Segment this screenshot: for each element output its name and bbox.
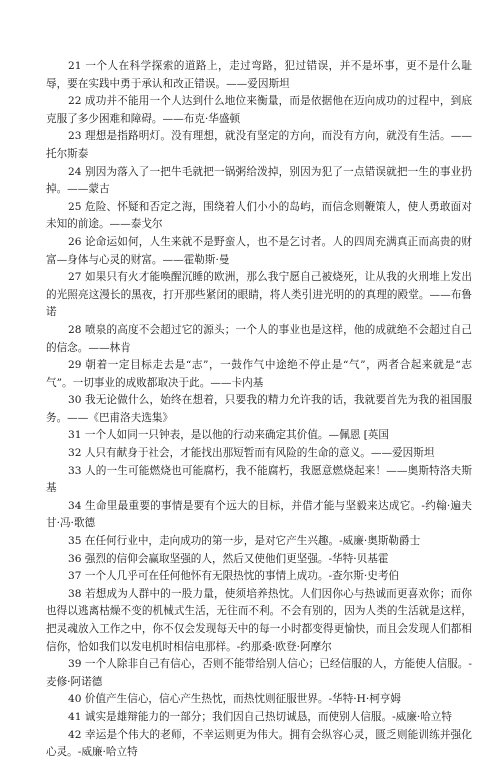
quote-item: 41 诚实是雄辩能力的一部分；我们因自己热切诚恳，而使别人信服。-威廉·哈立特 [68, 710, 452, 723]
quote-item: 24 别因为落入了一把牛毛就把一锅粥给泼掉，别因为犯了一点错误就把一生的事业扔掉。——蒙古 [46, 165, 472, 196]
quote-item: 26 论命运如何，人生来就不是野蛮人，也不是乞讨者。人的四周充满真正而高贵的财富—身体与心灵的财富。——霍勒斯·曼 [46, 235, 472, 266]
quote-item: 32 人只有献身于社会，才能找出那短暂而有风险的生命的意义。——爱因斯坦 [68, 447, 435, 460]
quote-item: 22 成功并不能用一个人达到什么地位来衡量，而是依据他在迈向成功的过程中，到底克服了多少困难和障碍。——布克·华盛顿 [46, 95, 472, 125]
quote-item: 23 理想是指路明灯。没有理想，就没有坚定的方向，而没有方向，就没有生活。——托尔斯泰 [46, 130, 472, 160]
quote-item: 35 在任何行业中，走向成功的第一步，是对它产生兴趣。-威廉·奥斯勒爵士 [68, 535, 421, 548]
quote-item: 28 喷泉的高度不会超过它的源头；一个人的事业也是这样，他的成就绝不会超过自己的信念。——林肯 [46, 323, 472, 354]
quote-item: 39 一个人除非自己有信心，否则不能带给别人信心；已经信服的人，方能使人信服。-麦修·阿诺德 [46, 658, 472, 688]
quote-item: 40 价值产生信心，信心产生热忱，而热忱则征服世界。-华特·H·柯亨姆 [68, 693, 402, 706]
quote-item: 31 一个人如同一只钟表，是以他的行动来确定其价值。—佩恩 [英国 [68, 429, 389, 442]
quote-item: 27 如果只有火才能唤醒沉睡的欧洲，那么我宁愿自己被烧死，让从我的火刑堆上发出的光照亮这漫长的黑夜，打开那些紧闭的眼睛，将人类引进光明的的真理的殿堂。——布鲁诺 [46, 271, 472, 319]
quote-item: 30 我无论做什么，始终在想着，只要我的精力允许我的话，我就要首先为我的祖国服务。——《巴甫洛夫选集》 [46, 394, 472, 424]
quote-item: 38 若想成为人群中的一股力量，使须培养热忱。人们因你心与热诚而更喜欢你；而你也得以逃离枯燥不变的机械式生活，无往而不利。不会有别的，因为人类的生活就是这样，把灵魂放入工作之中，你不仅会发现每天中的每一小时都变得更愉快，而且会发现人们都相信你，恰如我们以发电机时相信电那样。-约那桑·欧登·阿摩尔 [46, 587, 472, 653]
quote-item: 34 生命里最重要的事情是要有个远大的目标，并借才能与坚毅来达成它。-约翰·遍夫甘·冯·歌德 [46, 499, 472, 530]
quote-item: 33 人的一生可能燃烧也可能腐朽，我不能腐朽，我愿意燃烧起来！——奥斯特洛夫斯基 [46, 464, 472, 495]
quote-list [46, 58, 472, 762]
quote-item: 36 强烈的信仰会赢取坚强的人，然后又使他们更坚强。-华特·贝基霍 [68, 552, 389, 565]
quote-item: 21 一个人在科学探索的道路上，走过弯路，犯过错误，并不是坏事，更不是什么耻辱，要在实践中勇于承认和改正错误。——爱因斯坦 [46, 60, 472, 90]
quote-item: 29 朝着一定目标走去是“志”，一鼓作气中途绝不停止是“气”，两者合起来就是“志气”。一切事业的成败都取决于此。——卡内基 [46, 359, 472, 389]
quote-item: 37 一个人几乎可在任何他怀有无限热忱的事情上成功。-查尔斯·史考伯 [68, 570, 400, 583]
quote-item: 25 危险、怀疑和否定之海，围绕着人们小小的岛屿，而信念则鞭策人，使人勇敢面对未知的前途。——泰戈尔 [46, 200, 472, 231]
quote-item: 42 幸运是个伟大的老师，不幸运则更为伟大。拥有会纵容心灵，匮乏则能训练并强化心灵。-威廉·哈立特 [46, 728, 472, 759]
